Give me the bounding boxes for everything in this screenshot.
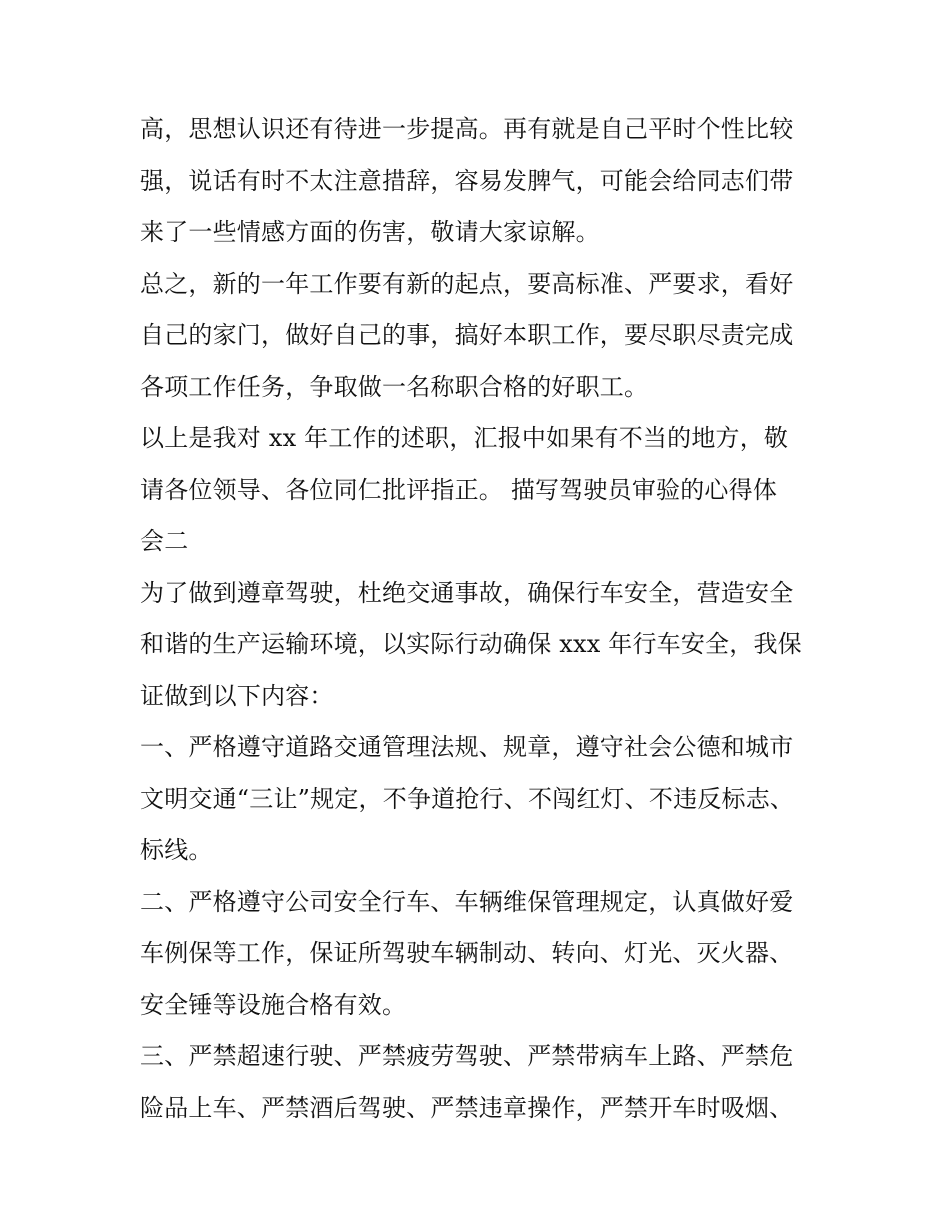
paragraph-1 — [140, 104, 820, 259]
text-line: 总之，新的一年工作要有新的起点，要高标准、严要求，看好 — [140, 269, 794, 298]
paragraph-2 — [140, 259, 820, 414]
text-line: 和谐的生产运输环境，以实际行动确保 xxx 年行车安全，我保 — [140, 630, 802, 658]
text-line: 以上是我对 xx 年工作的述职，汇报中如果有不当的地方，敬 — [140, 424, 789, 452]
text-line: 车例保等工作，保证所驾驶车辆制动、转向、灯光、灭火器、 — [140, 939, 794, 967]
paragraph-3 — [140, 413, 820, 568]
text-line: 标线。 — [140, 836, 213, 864]
text-line: 文明交通“三让”规定，不争道抢行、不闯红灯、不违反标志、 — [140, 784, 795, 813]
text-line: 险品上车、严禁酒后驾驶、严禁违章操作，严禁开车时吸烟、 — [140, 1093, 794, 1122]
text-line: 一、严格遵守道路交通管理法规、规章，遵守社会公德和城市 — [140, 733, 794, 761]
text-line: 会二 — [140, 527, 189, 555]
paragraph-6 — [140, 877, 820, 1032]
text-line: 证做到以下内容： — [140, 681, 334, 710]
paragraph-7 — [140, 1031, 820, 1134]
text-line: 来了一些情感方面的伤害，敬请大家谅解。 — [140, 218, 600, 246]
text-line: 高，思想认识还有待进一步提高。再有就是自己平时个性比较 — [140, 115, 794, 143]
text-line: 安全锤等设施合格有效。 — [140, 990, 407, 1019]
text-line: 自己的家门，做好自己的事，搞好本职工作，要尽职尽责完成 — [140, 321, 794, 349]
text-line: 三、严禁超速行驶、严禁疲劳驾驶、严禁带病车上路、严禁危 — [140, 1042, 794, 1070]
text-line: 各项工作任务，争取做一名称职合格的好职工。 — [140, 372, 649, 401]
paragraph-5 — [140, 722, 820, 877]
text-line: 强，说话有时不太注意措辞，容易发脾气，可能会给同志们带 — [140, 166, 794, 195]
text-line: 为了做到遵章驾驶，杜绝交通事故，确保行车安全，营造安全 — [140, 578, 794, 607]
document-body — [140, 104, 820, 1134]
text-line: 请各位领导、各位同仁批评指正。 描写驾驶员审验的心得体 — [140, 475, 778, 504]
text-line: 二、严格遵守公司安全行车、车辆维保管理规定，认真做好爱 — [140, 887, 794, 916]
paragraph-4 — [140, 568, 820, 723]
